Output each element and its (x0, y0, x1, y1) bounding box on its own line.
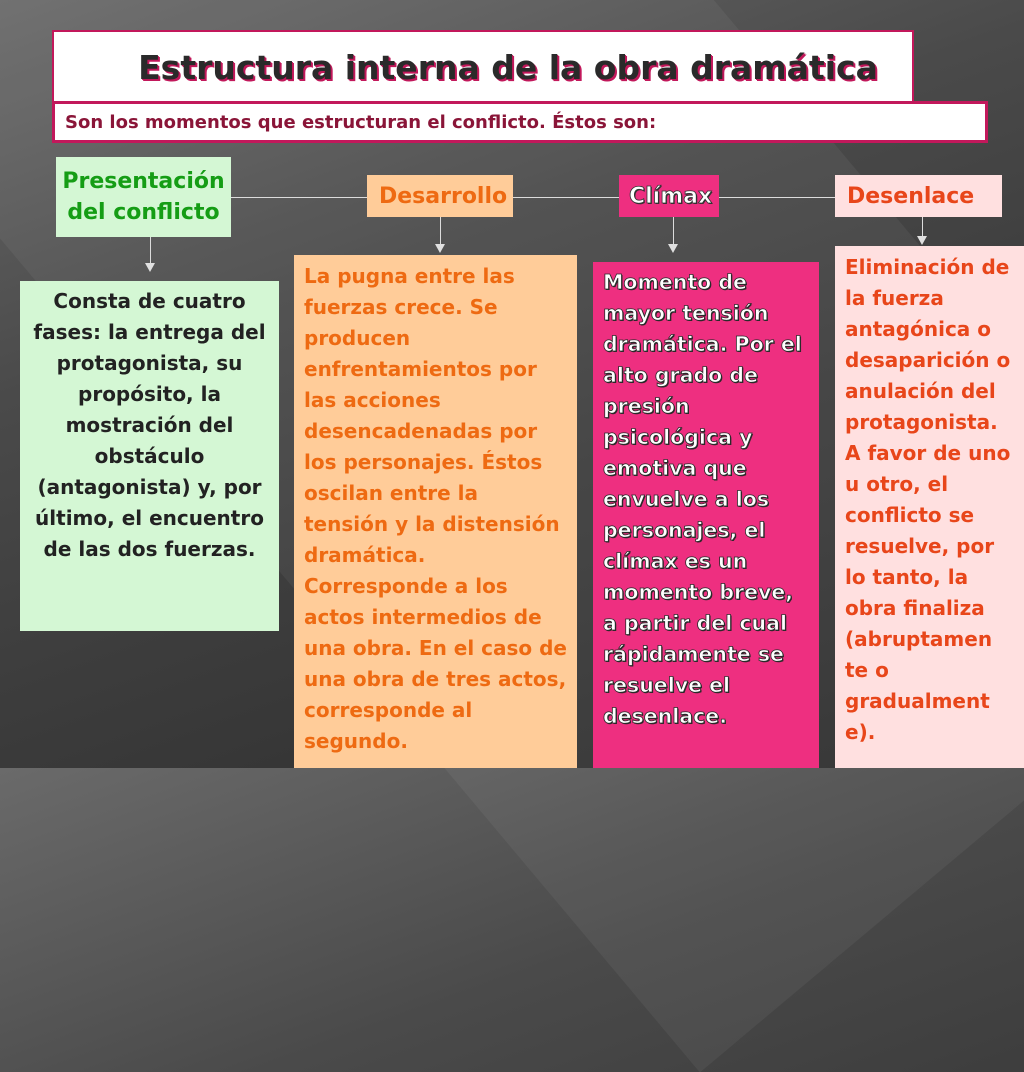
connector-horizontal (231, 197, 835, 198)
connector-climax (673, 217, 674, 245)
connector-desenlace (922, 217, 923, 237)
heading-desarrollo: Desarrollo (367, 175, 513, 217)
heading-desenlace: Desenlace (835, 175, 1002, 217)
body-climax: Momento de mayor tensión dramática. Por el alto grado de presión psicológica y emotiva que envuelve a los personajes, el clímax es un momento breve, a partir del cual rápidamente se resuelve el desenlace. (593, 262, 819, 768)
heading-climax: Clímax (619, 175, 719, 217)
title-box (52, 30, 914, 104)
connector-desarrollo (440, 217, 441, 245)
heading-presentacion: Presentación del conflicto (56, 157, 231, 237)
body-presentacion: Consta de cuatro fases: la entrega del protagonista, su propósito, la mostración del obstáculo (antagonista) y, por último, el encuentro de las dos fuerzas. (20, 281, 279, 631)
subtitle-text: Son los momentos que estructuran el conflicto. Éstos son: (65, 111, 657, 133)
arrow-desarrollo-icon (435, 244, 445, 253)
subtitle-box (52, 101, 988, 143)
arrow-climax-icon (668, 244, 678, 253)
arrow-presentacion-icon (145, 263, 155, 272)
connector-presentacion (150, 237, 151, 264)
body-desarrollo: La pugna entre las fuerzas crece. Se producen enfrentamientos por las acciones desencadenadas por los personajes. Éstos oscilan entre la tensión y la distensión dramática. Corresponde a los actos intermedios de una obra. En el caso de una obra de tres actos, corresponde al segundo. (294, 255, 577, 768)
arrow-desenlace-icon (917, 236, 927, 245)
body-desenlace: Eliminación de la fuerza antagónica o desaparición o anulación del protagonista. A favor de uno u otro, el conflicto se resuelve, por lo tanto, la obra finaliza (abruptamen te o gradualment e). (835, 246, 1024, 768)
page-title: Estructura interna de la obra dramática (138, 47, 878, 87)
